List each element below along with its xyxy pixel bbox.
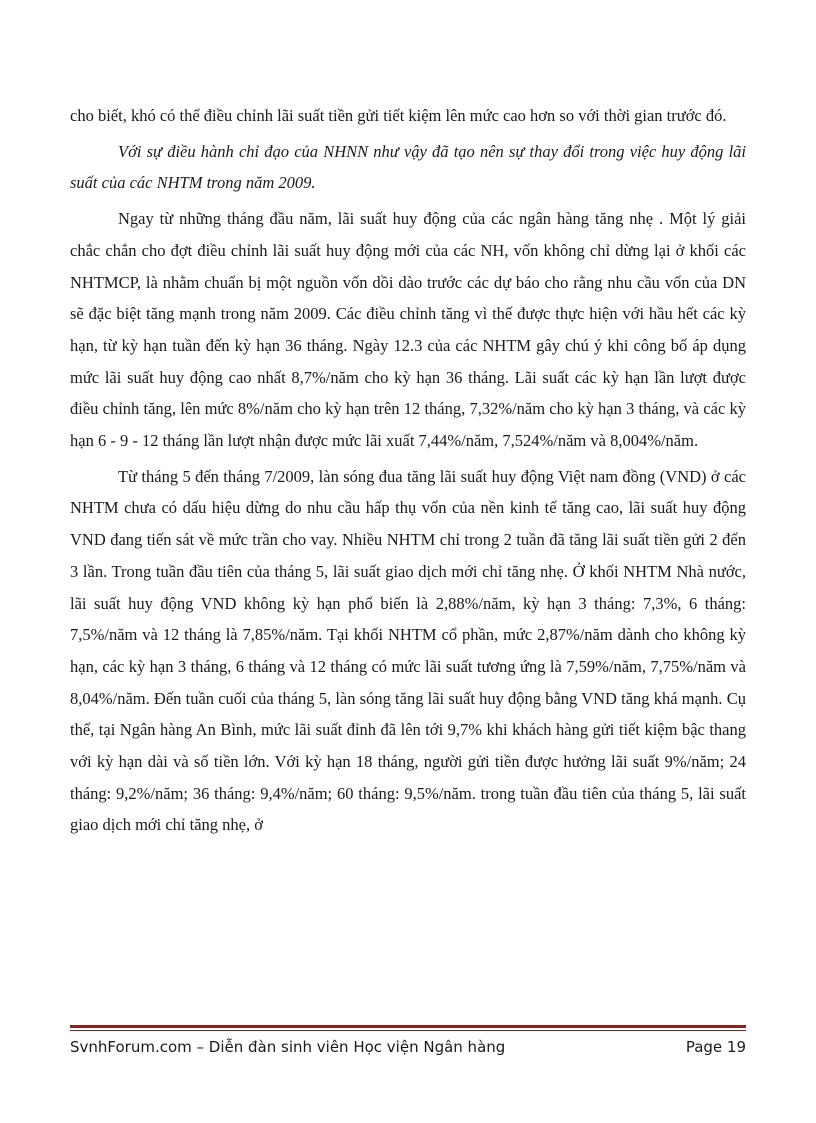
- paragraph-early-year-rates: Ngay từ những tháng đầu năm, lãi suất huy động của các ngân hàng tăng nhẹ . Một lý giải chắc chắn cho đợt điều chỉnh lãi suất huy động mới của các NH, vốn không chỉ dừng lại ở khối các NHTMCP, là nhằm chuẩn bị một nguồn vốn dồi dào trước các dự báo cho rằng nhu cầu vốn của DN sẽ đặc biệt tăng mạnh trong năm 2009. Các điều chỉnh tăng vì thế được thực hiện với hầu hết các kỳ hạn, từ kỳ hạn tuần đến kỳ hạn 36 tháng. Ngày 12.3 của các NHTM gây chú ý khi công bố áp dụng mức lãi suất huy động cao nhất 8,7%/năm cho kỳ hạn 36 tháng. Lãi suất các kỳ hạn lần lượt được điều chỉnh tăng, lên mức 8%/năm cho kỳ hạn trên 12 tháng, 7,32%/năm cho kỳ hạn 3 tháng, và các kỳ hạn 6 - 9 - 12 tháng lần lượt nhận được mức lãi xuất 7,44%/năm, 7,524%/năm và 8,004%/năm.: [70, 209, 746, 451]
- page-footer: [70, 1032, 746, 1062]
- footer-divider: [70, 1025, 746, 1028]
- footer-divider-thin: [70, 1030, 746, 1031]
- paragraph-continuation: cho biết, khó có thể điều chỉnh lãi suất tiền gửi tiết kiệm lên mức cao hơn so với thời gian trước đó.: [70, 106, 727, 125]
- paragraph-italic-summary: Với sự điều hành chỉ đạo của NHNN như vậy đã tạo nên sự thay đổi trong việc huy động lãi suất của các NHTM trong năm 2009.: [70, 141, 746, 193]
- paragraph-may-july-rates: Từ tháng 5 đến tháng 7/2009, làn sóng đua tăng lãi suất huy động Việt nam đồng (VND) ở các NHTM chưa có dấu hiệu dừng do nhu cầu hấp thụ vốn của nền kinh tế tăng cao, lãi suất huy động VND đang tiến sát về mức trần cho vay. Nhiều NHTM chỉ trong 2 tuần đã tăng lãi suất tiền gửi 2 đến 3 lần. Trong tuần đầu tiên của tháng 5, lãi suất giao dịch mới chỉ tăng nhẹ. Ở khối NHTM Nhà nước, lãi suất huy động VND không kỳ hạn phổ biến là 2,88%/năm, kỳ hạn 3 tháng: 7,3%, 6 tháng: 7,5%/năm và 12 tháng là 7,85%/năm. Tại khối NHTM cổ phần, mức 2,87%/năm dành cho không kỳ hạn, các kỳ hạn 3 tháng, 6 tháng và 12 tháng có mức lãi suất tương ứng là 7,59%/năm, 7,75%/năm và 8,04%/năm. Đến tuần cuối của tháng 5, làn sóng tăng lãi suất huy động bằng VND tăng khá mạnh. Cụ thể, tại Ngân hàng An Bình, mức lãi suất đỉnh đã lên tới 9,7% khi khách hàng gửi tiết kiệm bậc thang với kỳ hạn dài và số tiền lớn. Với kỳ hạn 18 tháng, người gửi tiền được hưởng lãi suất 9%/năm; 24 tháng: 9,2%/năm; 36 tháng: 9,4%/năm; 60 tháng: 9,5%/năm. trong tuần đầu tiên của tháng 5, lãi suất giao dịch mới chỉ tăng nhẹ, ở: [70, 466, 746, 835]
- page-number: Page 19: [685, 1038, 746, 1056]
- body-text: [70, 100, 746, 841]
- footer-forum-link[interactable]: SvnhForum.com – Diễn đàn sinh viên Học viện Ngân hàng: [70, 1038, 506, 1056]
